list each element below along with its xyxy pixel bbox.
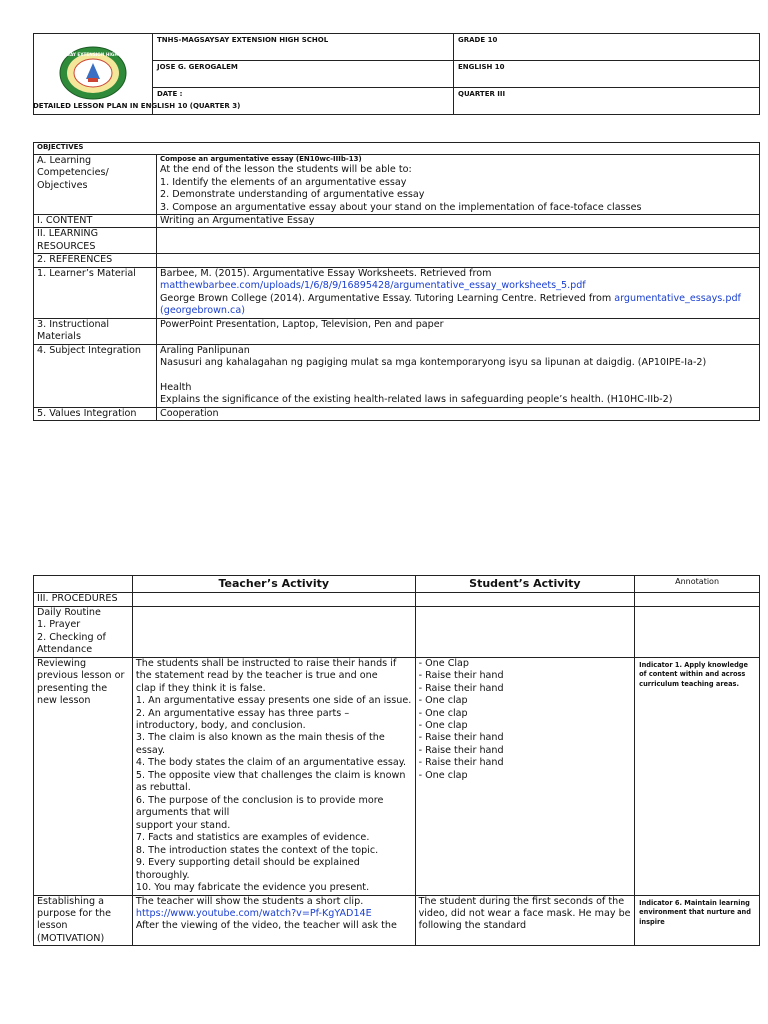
motivation-annotation: Indicator 6. Maintain learning environment that nurture and inspire (635, 895, 760, 946)
logo-text: MAGSAYSAY EXTENSION HIGH SCHOOL (47, 52, 139, 57)
review-teacher-cell: The students shall be instructed to raise their hands if the statement read by the teacher is true and one clap if they think it is false. 1. An argumentative essay presents one side of an issue. 2. An argumentative essay has three parts – introductory, body, and conclusion. 3. The claim is also known as the main thesis of the essay. 4. The body states the claim of an argumentative essay. 5. The opposite view that challenges the claim is known as rebuttal. 6. The purpose of the conclusion is to provide more arguments that will support your stand. 7. Facts and statistics are examples of evidence. 8. The introduction states the context of the topic. 9. Every supporting detail should be explained thoroughly. 10. You may fabricate the evidence you present. (132, 657, 415, 895)
motivation-teacher-cell: The teacher will show the students a short clip. https://www.youtube.com/watch?v=Pf-KgYAD14E After the viewing of the video, the teacher will ask the (132, 895, 415, 946)
objective-item: 1. Identify the elements of an argumentative essay (160, 176, 407, 188)
objective-item: 2. Demonstrate understanding of argumentative essay (160, 189, 425, 201)
table-row (34, 593, 760, 606)
video-link[interactable]: https://www.youtube.com/watch?v=Pf-KgYAD14E (135, 908, 372, 920)
objectives-table (33, 142, 760, 421)
review-annotation: Indicator 1. Apply knowledge of content within and across curriculum teaching areas. (635, 657, 760, 895)
row-label: II. LEARNING RESOURCES (34, 228, 157, 254)
integration-text: Nasusuri ang kahalagahan ng pagiging mulat sa mga kontemporaryong isyu sa lipunan at daigdig. (AP10IPE-Ia-2) (160, 357, 707, 369)
teacher-name: JOSE G. GEROGALEM (153, 61, 454, 88)
row-label: 3. Instructional Materials (34, 318, 157, 344)
integration-title: Araling Panlipunan (160, 344, 250, 356)
grade-level: GRADE 10 (454, 34, 760, 61)
integration-text: Explains the significance of the existing health-related laws in safeguarding people’s health. (H10HC-IIb-2) (160, 394, 673, 406)
table-row (34, 155, 760, 215)
table-row (34, 657, 760, 895)
annotation-header: Annotation (635, 576, 760, 593)
motivation-label: Establishing a purpose for the lesson (MOTIVATION) (34, 895, 133, 946)
daily-routine-label: Daily Routine 1. Prayer 2. Checking of Attendance (34, 606, 133, 657)
table-row (34, 344, 760, 407)
row-value (157, 228, 760, 254)
row-label: 2. REFERENCES (34, 254, 157, 267)
integration-title: Health (160, 381, 192, 393)
student-activity-header: Student’s Activity (415, 576, 635, 593)
objectives-intro: At the end of the lesson the students will be able to: (160, 164, 412, 176)
reference-link[interactable]: matthewbarbee.com/uploads/1/6/8/9/16895428/argumentative_essay_worksheets_5.pdf (160, 280, 586, 292)
objectives-heading: OBJECTIVES (34, 143, 760, 155)
table-row (34, 895, 760, 946)
table-row (34, 606, 760, 657)
row-label: A. Learning Competencies/ Objectives (34, 155, 157, 215)
motivation-student-cell: The student during the first seconds of the video, did not wear a face mask. He may be following the standard (415, 895, 635, 946)
table-row (34, 318, 760, 344)
school-name: TNHS-MAGSAYSAY EXTENSION HIGH SCHOL (153, 34, 454, 61)
row-label: 1. Learner’s Material (34, 267, 157, 318)
row-label: 4. Subject Integration (34, 344, 157, 407)
procedures-label: III. PROCEDURES (34, 593, 133, 606)
row-label: 5. Values Integration (34, 407, 157, 420)
objective-item: 3. Compose an argumentative essay about your stand on the implementation of face-toface classes (160, 201, 642, 213)
table-row (34, 407, 760, 420)
table-row (34, 214, 760, 227)
table-row (34, 228, 760, 254)
reference-link[interactable]: argumentative_essays.pdf (georgebrown.ca) (160, 292, 741, 317)
table-row (34, 267, 760, 318)
subject-integration-cell (157, 344, 760, 407)
row-label: I. CONTENT (34, 214, 157, 227)
quarter-label: QUARTER III (454, 88, 760, 115)
row-value (157, 254, 760, 267)
competencies-cell (157, 155, 760, 215)
reference-text: George Brown College (2014). Argumentative Essay. Tutoring Learning Centre. Retrieved from argumentative_essays.pdf (georgebrown.ca) (160, 292, 741, 317)
review-label: Reviewing previous lesson or presenting the new lesson (34, 657, 133, 895)
school-logo-icon (47, 45, 139, 101)
row-value: Cooperation (157, 407, 760, 420)
row-value: Writing an Argumentative Essay (157, 214, 760, 227)
review-student-cell: - One Clap - Raise their hand - Raise their hand - One clap - One clap - One clap - Raise their hand - Raise their hand - Raise their hand - One clap (415, 657, 635, 895)
teacher-activity-header: Teacher’s Activity (132, 576, 415, 593)
empty-header (34, 576, 133, 593)
date-label: DATE : (153, 88, 454, 115)
reference-text: Barbee, M. (2015). Argumentative Essay Worksheets. Retrieved from (160, 267, 492, 279)
competency-code: Compose an argumentative essay (EN10wc-IIIb-13) (160, 155, 362, 163)
row-value: PowerPoint Presentation, Laptop, Television, Pen and paper (157, 318, 760, 344)
plan-title: DETAILED LESSON PLAN IN ENGLISH 10 (QUARTER 3) (33, 102, 241, 110)
table-row (34, 254, 760, 267)
subject-name: ENGLISH 10 (454, 61, 760, 88)
references-cell (157, 267, 760, 318)
procedures-table (33, 575, 760, 946)
